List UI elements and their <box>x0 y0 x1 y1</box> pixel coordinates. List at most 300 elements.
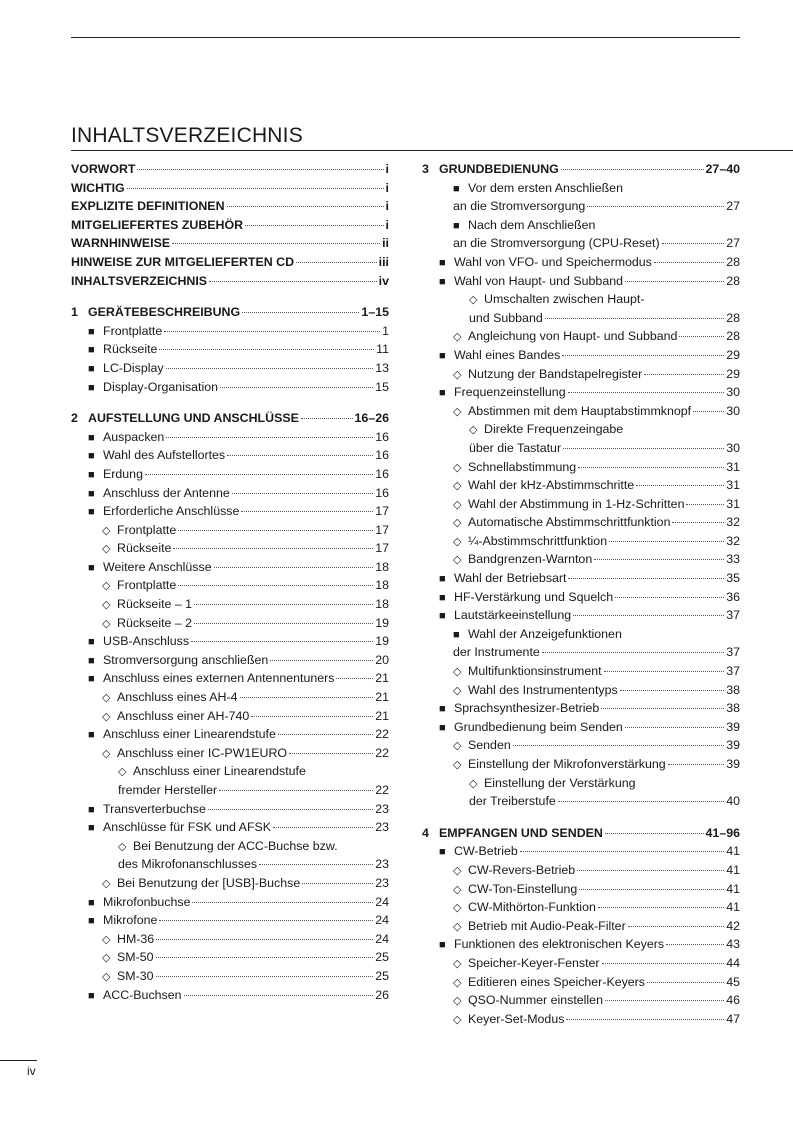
dot-leader <box>194 623 373 624</box>
toc-entry[interactable] <box>71 725 389 744</box>
dot-leader <box>562 355 724 356</box>
toc-entry-text: Frequenzeinstellung <box>454 385 566 400</box>
toc-section[interactable] <box>71 303 389 322</box>
toc-entry-text: Transverterbuchse <box>103 801 206 816</box>
page-ref: i <box>385 217 389 232</box>
toc-heading[interactable] <box>71 234 389 253</box>
toc-entry[interactable] <box>422 699 740 718</box>
page-ref: 16 <box>375 466 389 481</box>
square-bullet-icon <box>88 800 103 820</box>
toc-entry[interactable] <box>422 234 740 253</box>
toc-entry[interactable] <box>71 800 389 819</box>
toc-entry[interactable] <box>71 359 389 378</box>
toc-entry[interactable] <box>422 197 740 216</box>
dot-leader <box>513 745 724 746</box>
section-number: 2 <box>71 411 78 426</box>
page-ref: 20 <box>375 652 389 667</box>
toc-entry[interactable] <box>71 781 389 800</box>
toc-entry-text: CW-Mithörton-Funktion <box>468 900 596 915</box>
diamond-bullet-icon <box>453 550 468 570</box>
square-bullet-icon <box>439 606 454 626</box>
toc-heading[interactable] <box>71 253 389 272</box>
toc-heading[interactable] <box>71 179 389 198</box>
toc-entry-text: Frontplatte <box>117 578 177 593</box>
toc-entry[interactable] <box>71 614 389 633</box>
page-ref: 23 <box>375 801 389 816</box>
toc-entry[interactable] <box>71 558 389 577</box>
square-bullet-icon <box>439 588 454 608</box>
toc-entry[interactable] <box>422 755 740 774</box>
square-bullet-icon <box>88 322 103 342</box>
page-ref: 19 <box>375 615 389 630</box>
page-ref: 21 <box>375 708 389 723</box>
toc-entry[interactable] <box>422 420 740 439</box>
footer-rule <box>0 1060 37 1061</box>
page-ref: 27 <box>726 236 740 251</box>
page-ref: 16–26 <box>354 411 389 426</box>
page-ref: 38 <box>726 682 740 697</box>
toc-entry[interactable] <box>422 383 740 402</box>
toc-entry[interactable] <box>422 532 740 551</box>
diamond-bullet-icon <box>102 967 117 987</box>
toc-entry-text: Anschluss einer AH-740 <box>117 708 250 723</box>
toc-entry-text: WARNHINWEISE <box>71 236 171 251</box>
toc-entry-text: Frontplatte <box>117 522 177 537</box>
toc-entry-text: Anschluss einer IC-PW1EURO <box>117 745 288 760</box>
page-ref: 29 <box>726 347 740 362</box>
page-ref: 41 <box>726 881 740 896</box>
dot-leader <box>184 995 374 996</box>
dot-leader <box>240 697 374 698</box>
toc-entry-text: fremder Hersteller <box>118 783 218 797</box>
diamond-bullet-icon <box>453 917 468 937</box>
dot-leader <box>241 511 373 512</box>
square-bullet-icon <box>88 818 103 838</box>
toc-entry[interactable] <box>71 762 389 781</box>
dot-leader <box>644 374 724 375</box>
toc-heading[interactable] <box>71 160 389 179</box>
toc-entry[interactable] <box>422 643 740 662</box>
toc-entry[interactable] <box>422 588 740 607</box>
toc-entry-text: Speicher-Keyer-Fenster <box>468 955 600 970</box>
diamond-bullet-icon <box>102 688 117 708</box>
dot-leader <box>219 790 373 791</box>
square-bullet-icon <box>439 272 454 292</box>
toc-entry[interactable] <box>422 606 740 625</box>
dot-leader <box>558 801 724 802</box>
diamond-bullet-icon <box>453 973 468 993</box>
toc-entry-text: Keyer-Set-Modus <box>468 1011 565 1026</box>
page-ref: 25 <box>375 950 389 965</box>
toc-entry[interactable] <box>71 576 389 595</box>
toc-entry[interactable] <box>71 818 389 837</box>
toc-entry[interactable] <box>71 874 389 893</box>
toc-entry[interactable] <box>71 340 389 359</box>
toc-entry-text: Sprachsynthesizer-Betrieb <box>454 701 600 716</box>
toc-entry-text: EMPFANGEN UND SENDEN <box>439 825 603 840</box>
dot-leader <box>568 578 724 579</box>
toc-entry[interactable] <box>71 688 389 707</box>
toc-entry[interactable] <box>422 842 740 861</box>
toc-entry-text: Wahl der Anzeigefunktionen <box>468 626 622 641</box>
dot-leader <box>604 671 725 672</box>
toc-section[interactable] <box>422 824 740 843</box>
toc-heading[interactable] <box>71 216 389 235</box>
toc-entry-text: Editieren eines Speicher-Keyers <box>468 974 646 989</box>
toc-section[interactable] <box>71 409 389 428</box>
diamond-bullet-icon <box>453 513 468 533</box>
page-ref: 41 <box>726 900 740 915</box>
toc-entry-text: Wahl von Haupt- und Subband <box>454 273 623 288</box>
dot-leader <box>594 559 724 560</box>
dot-leader <box>668 764 725 765</box>
diamond-bullet-icon <box>469 420 484 440</box>
page-ref: 41–96 <box>705 825 740 840</box>
diamond-bullet-icon <box>118 837 133 857</box>
square-bullet-icon <box>88 465 103 485</box>
page-ref: 39 <box>726 719 740 734</box>
toc-entry-text: Anschluss einer Linearendstufe <box>133 764 306 779</box>
dot-leader <box>242 312 359 313</box>
toc-entry-text: Anschluss eines externen Antennentuners <box>103 671 335 686</box>
diamond-bullet-icon <box>453 327 468 347</box>
toc-entry[interactable] <box>422 365 740 384</box>
toc-entry-text: Frontplatte <box>103 323 163 338</box>
section-gap <box>71 396 389 409</box>
toc-entry-text: Umschalten zwischen Haupt- <box>484 292 645 307</box>
page-ref: 36 <box>726 589 740 604</box>
toc-entry[interactable] <box>422 917 740 936</box>
toc-entry[interactable] <box>422 513 740 532</box>
toc-entry-text: CW-Revers-Betrieb <box>468 862 576 877</box>
toc-entry-text: GERÄTEBESCHREIBUNG <box>88 305 241 320</box>
toc-entry-text: Display-Organisation <box>103 379 219 394</box>
dot-leader <box>625 281 724 282</box>
page-ref: 45 <box>726 974 740 989</box>
page-ref: 39 <box>726 757 740 771</box>
dot-leader <box>227 455 373 456</box>
diamond-bullet-icon <box>102 874 117 894</box>
toc-entry[interactable] <box>422 1010 740 1029</box>
dot-leader <box>679 336 724 337</box>
toc-entry[interactable] <box>71 484 389 503</box>
dot-leader <box>577 870 724 871</box>
toc-heading[interactable] <box>71 197 389 216</box>
dot-leader <box>220 387 373 388</box>
toc-entry[interactable] <box>71 837 389 856</box>
page-ref: 37 <box>726 664 740 679</box>
toc-entry-text: VORWORT <box>71 162 136 176</box>
page-ref: 16 <box>375 448 389 463</box>
page-ref: 18 <box>375 559 389 574</box>
toc-entry[interactable] <box>71 465 389 484</box>
toc-entry-text: Rückseite <box>117 541 172 556</box>
toc-entry[interactable] <box>71 595 389 614</box>
toc-entry[interactable] <box>422 402 740 421</box>
section-gap <box>422 811 740 824</box>
toc-entry[interactable] <box>422 327 740 346</box>
toc-entry-text: HM-36 <box>117 931 155 946</box>
toc-entry[interactable] <box>422 898 740 917</box>
page-ref: 21 <box>375 690 389 705</box>
page-ref: 47 <box>726 1011 740 1026</box>
page-ref: i <box>385 162 389 176</box>
page-ref: 22 <box>375 727 389 742</box>
dot-leader <box>194 604 373 605</box>
diamond-bullet-icon <box>453 476 468 496</box>
toc-entry-text: Nutzung der Bandstapelregister <box>468 366 643 381</box>
page-ref: 38 <box>726 701 740 716</box>
toc-entry-text: INHALTSVERZEICHNIS <box>71 273 208 288</box>
page-ref: 25 <box>375 968 389 983</box>
toc-entry-text: EXPLIZITE DEFINITIONEN <box>71 199 225 214</box>
page-ref: 17 <box>375 522 389 537</box>
square-bullet-icon <box>439 842 454 862</box>
toc-entry-text: der Instrumente <box>453 645 540 660</box>
toc-entry[interactable] <box>422 935 740 954</box>
toc-entry-text: Erforderliche Anschlüsse <box>103 504 240 519</box>
toc-entry-text: Automatische Abstimmschrittfunktion <box>468 515 671 530</box>
toc-entry-text: USB-Anschluss <box>103 634 190 649</box>
toc-entry-text: Wahl eines Bandes <box>454 347 561 362</box>
toc-entry[interactable] <box>422 216 740 235</box>
square-bullet-icon <box>453 216 468 236</box>
toc-entry-text: HF-Verstärkung und Squelch <box>454 589 614 604</box>
toc-entry[interactable] <box>71 707 389 726</box>
square-bullet-icon <box>88 669 103 689</box>
toc-entry[interactable] <box>71 744 389 763</box>
page-ref: 17 <box>375 504 389 519</box>
toc-entry[interactable] <box>71 502 389 521</box>
diamond-bullet-icon <box>102 595 117 615</box>
toc-entry[interactable] <box>422 550 740 569</box>
page-ref: ii <box>382 236 389 251</box>
section-number: 1 <box>71 305 78 320</box>
square-bullet-icon <box>88 446 103 466</box>
toc-entry[interactable] <box>71 986 389 1005</box>
toc-entry[interactable] <box>71 446 389 465</box>
page-ref: iii <box>378 254 389 269</box>
toc-entry[interactable] <box>422 792 740 811</box>
dot-leader <box>214 567 374 568</box>
page-ref: 40 <box>726 794 740 809</box>
toc-heading[interactable] <box>71 272 389 291</box>
dot-leader <box>566 1019 724 1020</box>
toc-entry[interactable] <box>71 378 389 397</box>
toc-entry-text: SM-50 <box>117 950 154 965</box>
toc-entry[interactable] <box>422 476 740 495</box>
dot-leader <box>563 448 724 449</box>
toc-entry[interactable] <box>422 681 740 700</box>
page-ref: 42 <box>726 918 740 933</box>
dot-leader <box>164 331 380 332</box>
dot-leader <box>620 690 725 691</box>
toc-entry-text: LC-Display <box>103 360 164 375</box>
page-ref: 37 <box>726 645 740 660</box>
dot-leader <box>208 809 373 810</box>
toc-entry[interactable] <box>422 346 740 365</box>
toc-entry[interactable] <box>422 439 740 458</box>
toc-entry[interactable] <box>422 973 740 992</box>
dot-leader <box>245 225 383 226</box>
toc-entry[interactable] <box>422 954 740 973</box>
toc-entry[interactable] <box>422 290 740 309</box>
toc-entry-text: Anschlüsse für FSK und AFSK <box>103 820 272 835</box>
dot-leader <box>178 585 373 586</box>
page-ref: 30 <box>726 403 740 418</box>
dot-leader <box>647 982 724 983</box>
page-ref: 21 <box>375 671 389 686</box>
page-ref: 31 <box>726 459 740 474</box>
toc-entry-text: MITGELIEFERTES ZUBEHÖR <box>71 217 244 232</box>
toc-entry[interactable] <box>422 458 740 477</box>
dot-leader <box>159 349 374 350</box>
page-ref: 28 <box>726 329 740 344</box>
dot-leader <box>259 864 373 865</box>
diamond-bullet-icon <box>453 1010 468 1030</box>
toc-entry-text: GRUNDBEDIENUNG <box>439 162 559 176</box>
dot-leader <box>301 418 353 419</box>
toc-entry-text: Einstellung der Verstärkung <box>484 775 636 790</box>
toc-entry-text: ¼-Abstimmschrittfunktion <box>468 533 608 548</box>
diamond-bullet-icon <box>453 991 468 1011</box>
dot-leader <box>137 169 383 170</box>
dot-leader <box>251 716 373 717</box>
toc-entry[interactable] <box>422 253 740 272</box>
toc-entry[interactable] <box>422 774 740 793</box>
dot-leader <box>173 548 373 549</box>
page-ref: 33 <box>726 552 740 567</box>
toc-entry-text: Rückseite – 1 <box>117 597 193 612</box>
toc-entry[interactable] <box>71 855 389 874</box>
dot-leader <box>615 597 724 598</box>
toc-entry-text: AUFSTELLUNG UND ANSCHLÜSSE <box>88 411 299 426</box>
toc-entry-text: Direkte Frequenzeingabe <box>484 422 624 437</box>
toc-entry[interactable] <box>422 272 740 291</box>
page-ref: 1 <box>382 323 389 338</box>
toc-entry[interactable] <box>71 521 389 540</box>
toc-entry-text: Angleichung von Haupt- und Subband <box>468 329 678 344</box>
page-ref: 22 <box>375 783 389 797</box>
toc-entry-text: Bei Benutzung der [USB]-Buchse <box>117 875 301 890</box>
page-ref: 23 <box>375 875 389 890</box>
toc-entry[interactable] <box>422 569 740 588</box>
page-ref: 24 <box>375 931 389 946</box>
toc-entry[interactable] <box>71 893 389 912</box>
dot-leader <box>166 368 374 369</box>
diamond-bullet-icon <box>469 290 484 310</box>
toc-entry[interactable] <box>71 428 389 447</box>
diamond-bullet-icon <box>118 762 133 782</box>
toc-entry[interactable] <box>71 911 389 930</box>
toc-entry-text: Anschluss eines AH-4 <box>117 690 238 705</box>
dot-leader <box>662 243 725 244</box>
toc-entry-text: Multifunktionsinstrument <box>468 664 602 679</box>
toc-entry-text: des Mikrofonanschlusses <box>118 857 258 872</box>
dot-leader <box>568 392 725 393</box>
toc-entry[interactable] <box>71 930 389 949</box>
toc-entry[interactable] <box>422 991 740 1010</box>
toc-entry-text: Schnellabstimmung <box>468 459 577 474</box>
dot-leader <box>192 902 373 903</box>
diamond-bullet-icon <box>453 495 468 515</box>
page-ref: 28 <box>726 310 740 325</box>
toc-entry[interactable] <box>71 651 389 670</box>
diamond-bullet-icon <box>453 402 468 422</box>
toc-entry[interactable] <box>422 662 740 681</box>
square-bullet-icon <box>439 569 454 589</box>
toc-entry[interactable] <box>422 861 740 880</box>
page-ref: i <box>385 180 389 195</box>
dot-leader <box>605 1000 724 1001</box>
square-bullet-icon <box>439 383 454 403</box>
page-ref: 44 <box>726 955 740 970</box>
dot-leader <box>232 493 373 494</box>
page-ref: 29 <box>726 366 740 381</box>
toc-entry[interactable] <box>422 625 740 644</box>
diamond-bullet-icon <box>453 365 468 385</box>
toc-entry-text: Nach dem Anschließen <box>468 217 596 232</box>
page-ref: 23 <box>375 857 389 872</box>
toc-section[interactable] <box>422 160 740 179</box>
diamond-bullet-icon <box>453 880 468 900</box>
dot-leader <box>302 883 373 884</box>
toc-entry[interactable] <box>71 322 389 341</box>
dot-leader <box>273 827 373 828</box>
toc-entry-text: über die Tastatur <box>469 440 562 455</box>
toc-entry[interactable] <box>422 718 740 737</box>
page-ref: 22 <box>375 745 389 760</box>
diamond-bullet-icon <box>453 898 468 918</box>
square-bullet-icon <box>88 893 103 913</box>
dot-leader <box>693 411 724 412</box>
toc-entry[interactable] <box>422 179 740 198</box>
page-ref: 23 <box>375 820 389 835</box>
dot-leader <box>289 753 373 754</box>
toc-entry[interactable] <box>422 309 740 328</box>
square-bullet-icon <box>88 484 103 504</box>
toc-entry[interactable] <box>71 948 389 967</box>
toc-entry[interactable] <box>71 669 389 688</box>
dot-leader <box>296 262 377 263</box>
square-bullet-icon <box>453 625 468 645</box>
toc-entry-text: Mikrofone <box>103 913 158 928</box>
square-bullet-icon <box>88 911 103 931</box>
toc-entry-text: Anschluss der Antenne <box>103 485 230 500</box>
square-bullet-icon <box>439 935 454 955</box>
toc-entry[interactable] <box>422 880 740 899</box>
square-bullet-icon <box>439 699 454 719</box>
toc-entry[interactable] <box>71 967 389 986</box>
square-bullet-icon <box>88 359 103 379</box>
page-ref: 24 <box>375 894 389 909</box>
toc-entry[interactable] <box>422 736 740 755</box>
dot-leader <box>542 652 724 653</box>
dot-leader <box>156 976 374 977</box>
toc-entry-text: Weitere Anschlüsse <box>103 559 212 574</box>
dot-leader <box>156 939 373 940</box>
dot-leader <box>156 957 374 958</box>
page-ref: 32 <box>726 515 740 530</box>
page-ref: 16 <box>375 485 389 500</box>
diamond-bullet-icon <box>453 458 468 478</box>
toc-entry[interactable] <box>71 539 389 558</box>
dot-leader <box>145 474 373 475</box>
square-bullet-icon <box>439 253 454 273</box>
toc-entry[interactable] <box>422 495 740 514</box>
toc-entry[interactable] <box>71 632 389 651</box>
toc-entry-text: Wahl der Betriebsart <box>454 571 567 586</box>
